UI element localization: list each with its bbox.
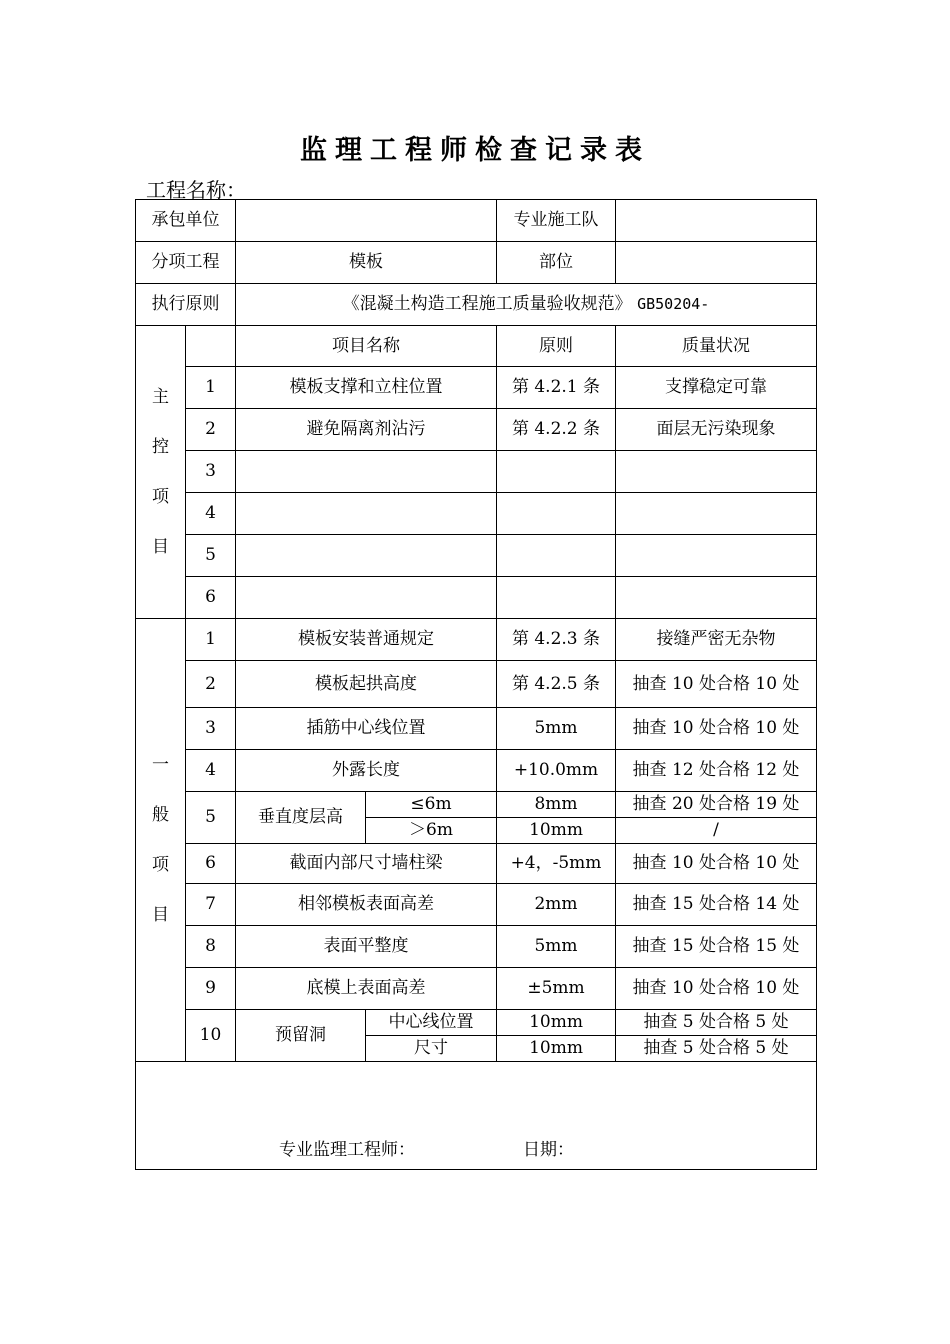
item-no: 5	[186, 792, 236, 844]
contractor-label: 承包单位	[136, 200, 236, 242]
item-status[interactable]: /	[616, 818, 817, 844]
item-no: 6	[186, 577, 236, 619]
item-name: 插筋中心线位置	[236, 708, 497, 750]
item-no: 4	[186, 750, 236, 792]
item-rule: 10mm	[497, 1036, 616, 1062]
general-items-label	[136, 619, 186, 1062]
item-status[interactable]: 面层无污染现象	[616, 409, 817, 451]
item-status[interactable]: 抽查 10 处合格 10 处	[616, 968, 817, 1010]
subitem-label: 分项工程	[136, 242, 236, 284]
item-name: 模板安装普通规定	[236, 619, 497, 661]
item-status[interactable]	[616, 535, 817, 577]
item-no: 8	[186, 926, 236, 968]
general-label-char: 一	[152, 755, 169, 775]
item-rule[interactable]	[497, 493, 616, 535]
general-row-7	[136, 884, 817, 926]
item-status[interactable]: 抽查 10 处合格 10 处	[616, 844, 817, 884]
item-no: 2	[186, 409, 236, 451]
main-label-char: 目	[152, 537, 169, 557]
general-row-9	[136, 968, 817, 1010]
item-rule: +10.0mm	[497, 750, 616, 792]
item-no: 9	[186, 968, 236, 1010]
general-label-char: 目	[152, 905, 169, 925]
item-name: 模板起拱高度	[236, 661, 497, 708]
contractor-value[interactable]	[236, 200, 497, 242]
item-status[interactable]: 支撑稳定可靠	[616, 367, 817, 409]
item-name: 底模上表面高差	[236, 968, 497, 1010]
column-header-rule: 原则	[497, 326, 616, 367]
sub-item-name: 中心线位置	[366, 1010, 497, 1036]
general-row-1	[136, 619, 817, 661]
item-rule: 5mm	[497, 708, 616, 750]
item-rule: 第 4.2.1 条	[497, 367, 616, 409]
item-name: 相邻模板表面高差	[236, 884, 497, 926]
item-rule: 10mm	[497, 1010, 616, 1036]
standard-label: 执行原则	[136, 284, 236, 326]
item-name: 预留洞	[236, 1010, 366, 1062]
item-rule: 第 4.2.5 条	[497, 661, 616, 708]
location-label: 部位	[497, 242, 616, 284]
main-row-3	[136, 451, 817, 493]
document-title: 监理工程师检查记录表	[300, 135, 650, 166]
column-header-row	[136, 326, 817, 367]
general-row-5a	[136, 792, 817, 818]
main-label-char: 主	[152, 387, 169, 407]
column-header-name: 项目名称	[236, 326, 497, 367]
general-row-8	[136, 926, 817, 968]
item-status[interactable]: 抽查 20 处合格 19 处	[616, 792, 817, 818]
signature-row	[136, 1062, 817, 1170]
item-name: 外露长度	[236, 750, 497, 792]
item-name[interactable]	[236, 577, 497, 619]
item-no: 1	[186, 619, 236, 661]
item-rule: +4，-5mm	[497, 844, 616, 884]
general-row-3	[136, 708, 817, 750]
item-no: 3	[186, 708, 236, 750]
item-status[interactable]: 抽查 12 处合格 12 处	[616, 750, 817, 792]
column-header-no	[186, 326, 236, 367]
general-label-char: 般	[152, 805, 169, 825]
item-name: 避免隔离剂沾污	[236, 409, 497, 451]
item-name[interactable]	[236, 493, 497, 535]
item-rule: 第 4.2.2 条	[497, 409, 616, 451]
item-status[interactable]: 接缝严密无杂物	[616, 619, 817, 661]
main-row-5	[136, 535, 817, 577]
item-status[interactable]: 抽查 10 处合格 10 处	[616, 661, 817, 708]
item-status[interactable]: 抽查 10 处合格 10 处	[616, 708, 817, 750]
item-no: 6	[186, 844, 236, 884]
general-row-2	[136, 661, 817, 708]
team-value[interactable]	[616, 200, 817, 242]
main-label-char: 项	[152, 487, 169, 507]
item-status[interactable]	[616, 577, 817, 619]
item-rule: ±5mm	[497, 968, 616, 1010]
item-no: 3	[186, 451, 236, 493]
item-name[interactable]	[236, 451, 497, 493]
standard-value-cell	[236, 284, 817, 326]
item-status[interactable]	[616, 493, 817, 535]
item-status[interactable]: 抽查 5 处合格 5 处	[616, 1010, 817, 1036]
item-no: 4	[186, 493, 236, 535]
subitem-row	[136, 242, 817, 284]
item-status[interactable]	[616, 451, 817, 493]
item-rule: 10mm	[497, 818, 616, 844]
standard-row	[136, 284, 817, 326]
inspection-record-table	[135, 199, 817, 1170]
engineer-label: 专业监理工程师：	[279, 1140, 415, 1160]
item-rule: 8mm	[497, 792, 616, 818]
item-status[interactable]: 抽查 15 处合格 15 处	[616, 926, 817, 968]
project-name-label: 工程名称：	[146, 178, 246, 202]
item-rule: 2mm	[497, 884, 616, 926]
item-name: 截面内部尺寸墙柱梁	[236, 844, 497, 884]
main-row-2	[136, 409, 817, 451]
item-name: 表面平整度	[236, 926, 497, 968]
item-status[interactable]: 抽查 5 处合格 5 处	[616, 1036, 817, 1062]
general-label-char: 项	[152, 855, 169, 875]
item-no: 10	[186, 1010, 236, 1062]
main-items-label	[136, 326, 186, 619]
signature-cell	[136, 1062, 817, 1170]
main-row-4	[136, 493, 817, 535]
item-name[interactable]	[236, 535, 497, 577]
column-header-status: 质量状况	[616, 326, 817, 367]
date-label: 日期：	[523, 1140, 574, 1160]
sub-item-name: ＞6m	[366, 818, 497, 844]
standard-code: GB50204-	[637, 295, 710, 314]
item-no: 5	[186, 535, 236, 577]
team-label: 专业施工队	[497, 200, 616, 242]
item-rule: 5mm	[497, 926, 616, 968]
item-status[interactable]: 抽查 15 处合格 14 处	[616, 884, 817, 926]
item-no: 2	[186, 661, 236, 708]
general-row-4	[136, 750, 817, 792]
main-label-char: 控	[152, 437, 169, 457]
standard-value: 《混凝土构造工程施工质量验收规范》	[342, 294, 632, 315]
sub-item-name: ≤6m	[366, 792, 497, 818]
item-name: 模板支撑和立柱位置	[236, 367, 497, 409]
main-row-1	[136, 367, 817, 409]
item-no: 7	[186, 884, 236, 926]
item-rule[interactable]	[497, 451, 616, 493]
subitem-value[interactable]: 模板	[236, 242, 497, 284]
item-name: 垂直度层高	[236, 792, 366, 844]
engineer-signature-field[interactable]	[415, 1141, 523, 1163]
location-value[interactable]	[616, 242, 817, 284]
item-rule[interactable]	[497, 535, 616, 577]
item-rule[interactable]	[497, 577, 616, 619]
item-no: 1	[186, 367, 236, 409]
sub-item-name: 尺寸	[366, 1036, 497, 1062]
contractor-row	[136, 200, 817, 242]
item-rule: 第 4.2.3 条	[497, 619, 616, 661]
general-row-10a	[136, 1010, 817, 1036]
main-row-6	[136, 577, 817, 619]
general-row-6	[136, 844, 817, 884]
